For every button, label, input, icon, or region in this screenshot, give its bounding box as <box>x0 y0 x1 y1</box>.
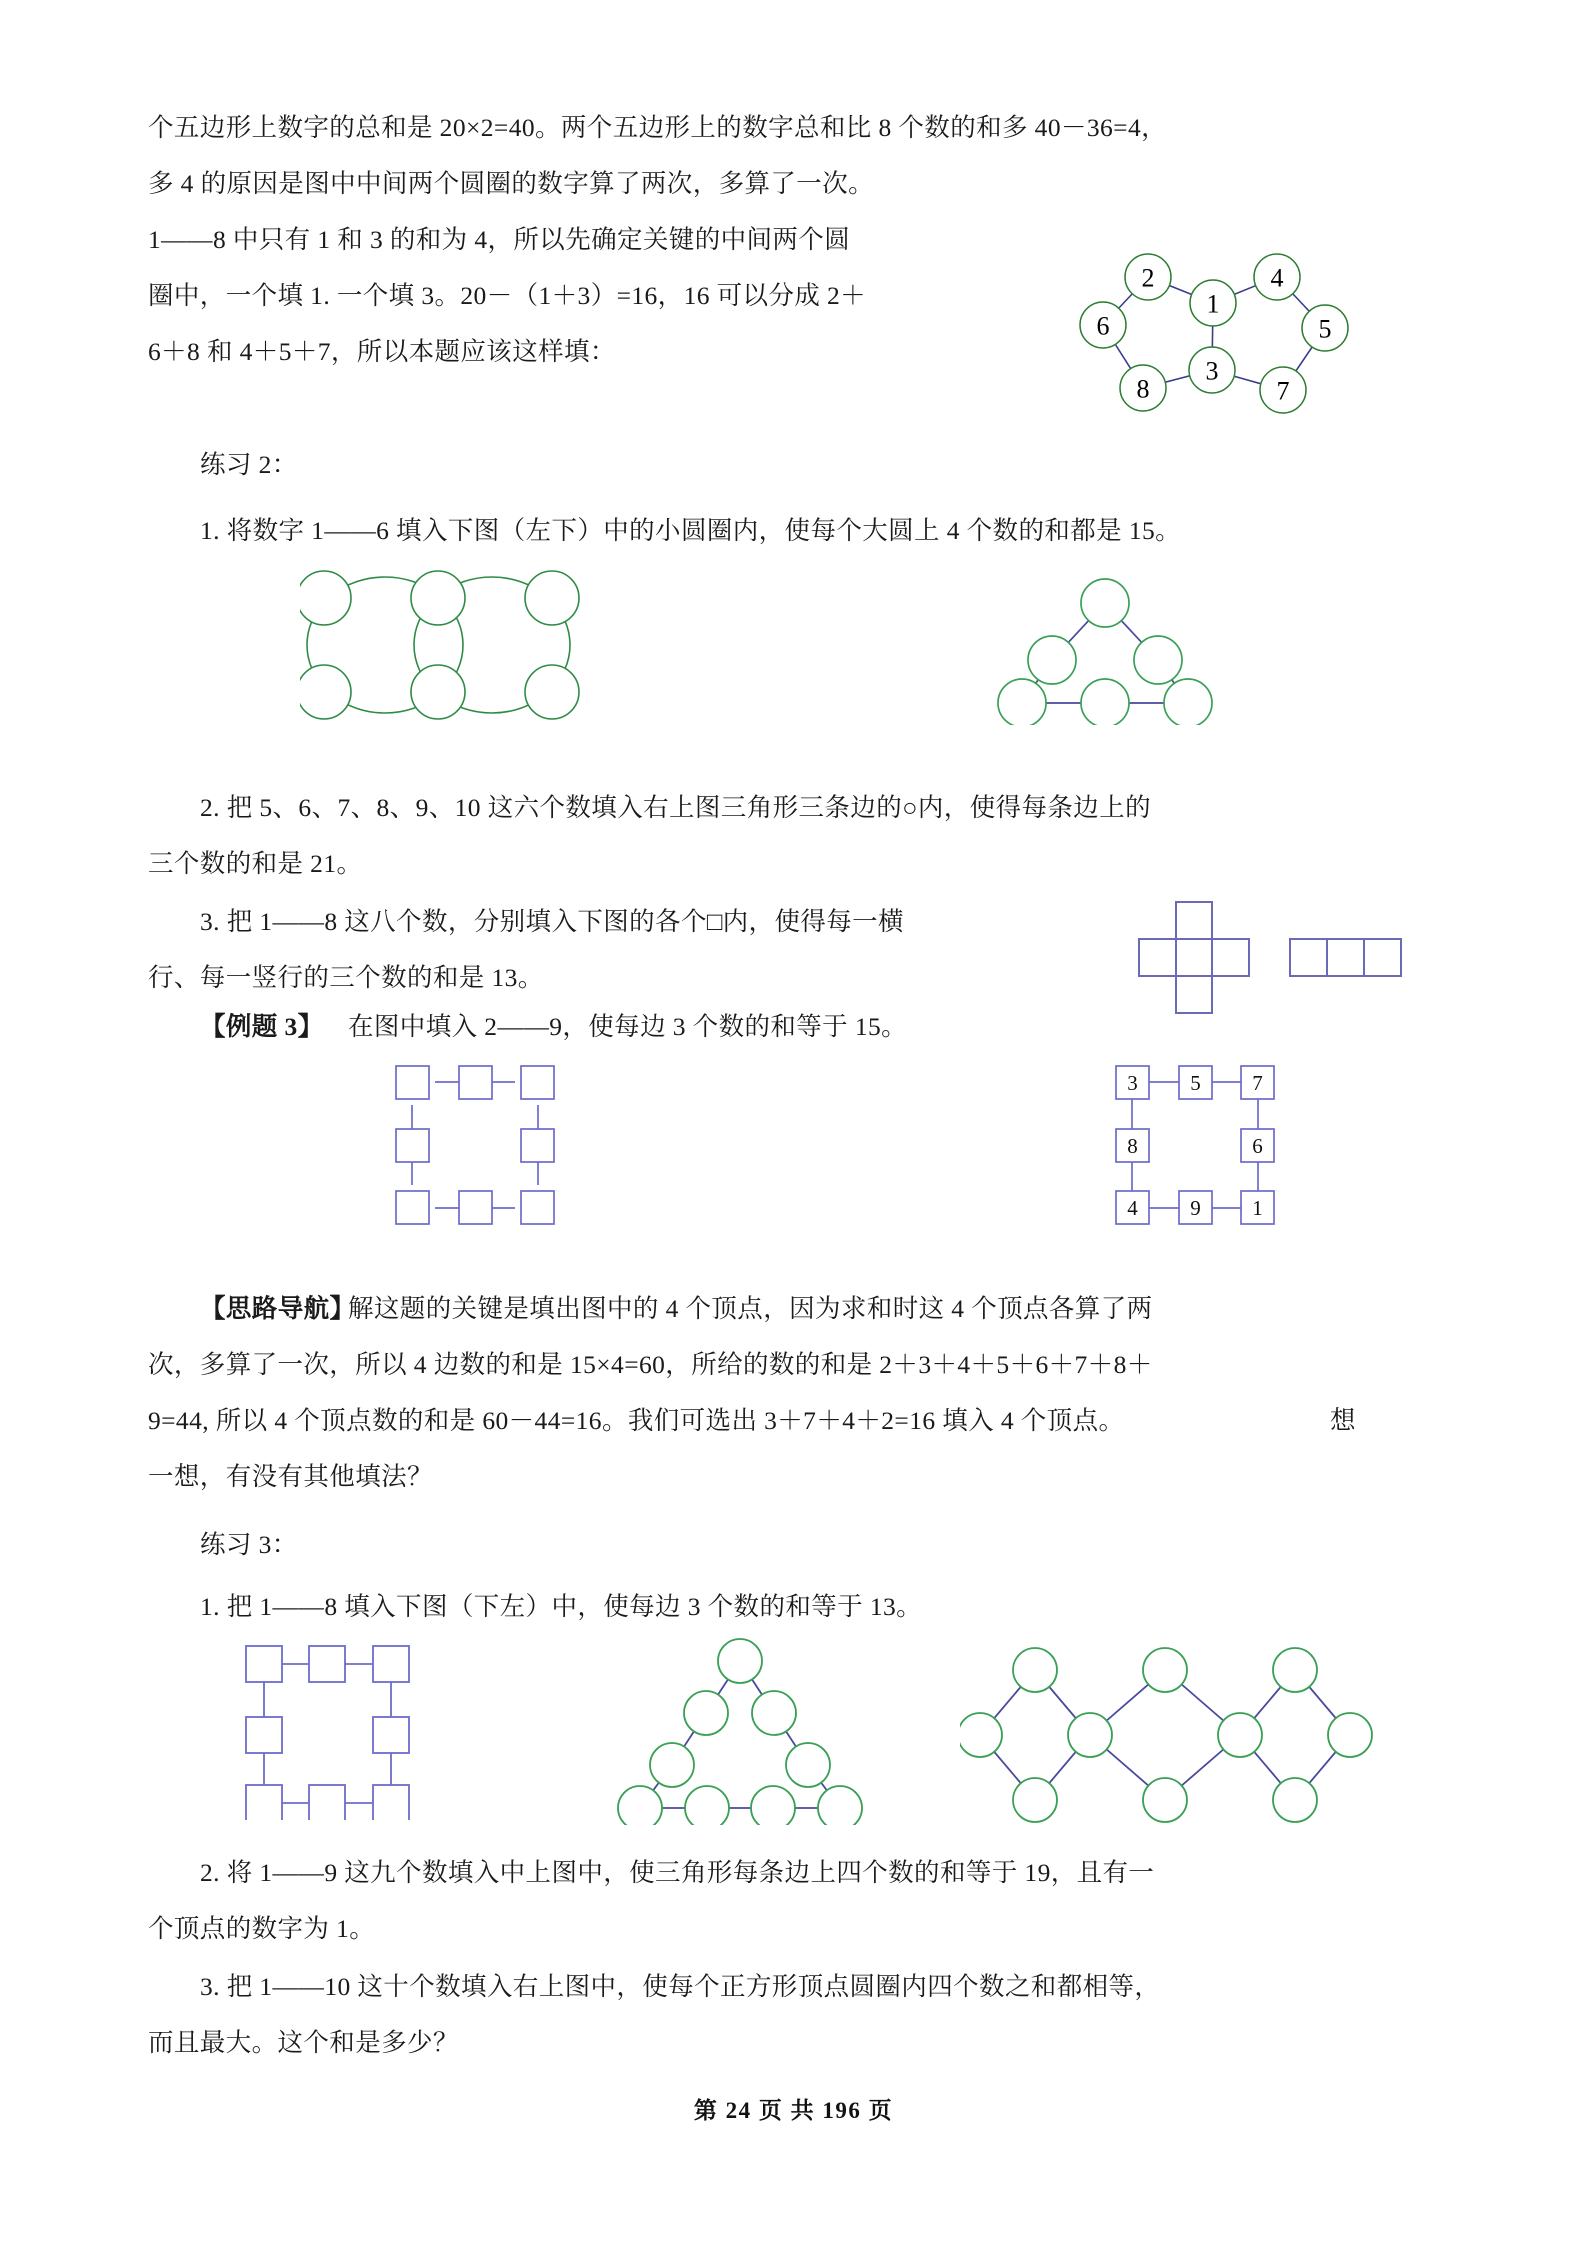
pentagon-node-right: 5 <box>1318 314 1332 344</box>
example-3-text: 在图中填入 2——9，使每边 3 个数的和等于 15。 <box>348 1012 908 1041</box>
figure-diamond-chain <box>960 1645 1380 1825</box>
guide-line-2: 次，多算了一次，所以 4 边数的和是 15×4=60，所给的数的和是 2＋3＋4＋5＋6＋7＋8＋ <box>148 1350 1153 1379</box>
figure-square-ring-filled <box>1110 1060 1280 1230</box>
paragraph-1-line-4: 圈中，一个填 1. 一个填 3。20－（1＋3）=16，16 可以分成 2＋ <box>148 281 867 310</box>
guide-line-3: 9=44, 所以 4 个顶点数的和是 60－44=16。我们可选出 3＋7＋4＋2=16 填入 4 个顶点。 <box>148 1406 1125 1435</box>
exercise-2-question-2-line-2: 三个数的和是 21。 <box>148 849 363 878</box>
square-box-top-center: 5 <box>1190 1071 1201 1095</box>
exercise-3-heading: 练习 3： <box>200 1530 298 1559</box>
square-box-top-left: 3 <box>1127 1071 1138 1095</box>
figure-triangle-six-circles <box>990 565 1220 725</box>
square-box-bottom-right: 1 <box>1252 1196 1263 1220</box>
square-box-middle-right: 6 <box>1252 1134 1263 1158</box>
pentagon-node-top-right: 4 <box>1270 263 1284 293</box>
figure-two-overlapping-circles <box>300 570 630 720</box>
square-box-bottom-left: 4 <box>1127 1196 1138 1220</box>
page-footer: 第 24 页 共 196 页 <box>693 2098 894 2123</box>
exercise-3-question-3-line-2: 而且最大。这个和是多少？ <box>148 2028 459 2057</box>
pentagon-node-left: 6 <box>1096 311 1110 341</box>
exercise-3-question-3-line-1: 3. 把 1——10 这十个数填入右上图中，使每个正方形顶点圆圈内四个数之和都相等， <box>200 1972 1161 2001</box>
guide-line-1: 解这题的关键是填出图中的 4 个顶点，因为求和时这 4 个顶点各算了两 <box>348 1294 1153 1323</box>
paragraph-1-line-5: 6＋8 和 4＋5＋7，所以本题应该这样填： <box>148 337 616 366</box>
exercise-3-question-1: 1. 把 1——8 填入下图（下左）中，使每边 3 个数的和等于 13。 <box>200 1592 923 1621</box>
paragraph-1-line-1: 个五边形上数字的总和是 20×2=40。两个五边形上的数字总和比 8 个数的和多 40－36=4， <box>148 113 1167 142</box>
paragraph-1-line-2: 多 4 的原因是图中中间两个圆圈的数字算了两次，多算了一次。 <box>148 169 875 198</box>
exercise-2-question-3-line-2: 行、每一竖行的三个数的和是 13。 <box>148 963 544 992</box>
exercise-2-question-3-line-1: 3. 把 1——8 这八个数，分别填入下图的各个□内，使得每一横 <box>200 907 904 936</box>
square-box-middle-left: 8 <box>1127 1134 1138 1158</box>
square-box-top-right: 7 <box>1252 1071 1263 1095</box>
exercise-3-question-2-line-1: 2. 将 1——9 这九个数填入中上图中，使三角形每条边上四个数的和等于 19，且有一 <box>200 1858 1155 1887</box>
figure-double-pentagon <box>1055 235 1445 425</box>
paragraph-1-line-3: 1——8 中只有 1 和 3 的和为 4，所以先确定关键的中间两个圆 <box>148 225 851 254</box>
exercise-3-question-2-line-2: 个顶点的数字为 1。 <box>148 1914 376 1943</box>
pentagon-node-center-bottom: 3 <box>1205 356 1219 386</box>
exercise-2-heading: 练习 2： <box>200 450 298 479</box>
pentagon-node-bottom-left: 8 <box>1136 374 1150 404</box>
guide-label: 【思路导航】 <box>200 1294 356 1323</box>
exercise-2-question-2-line-1: 2. 把 5、6、7、8、9、10 这六个数填入右上图三角形三条边的○内，使得每条边上的 <box>200 793 1152 822</box>
pentagon-node-top-left: 2 <box>1141 263 1155 293</box>
pentagon-node-bottom-right: 7 <box>1276 376 1290 406</box>
guide-line-3-tail: 想 <box>1330 1406 1356 1435</box>
pentagon-node-center-top: 1 <box>1206 289 1220 319</box>
guide-line-4: 一想，有没有其他填法？ <box>148 1462 433 1491</box>
figure-square-ring-ex3 <box>240 1640 415 1820</box>
example-3-label: 【例题 3】 <box>200 1012 324 1041</box>
figure-triangle-nine-circles <box>610 1635 870 1825</box>
figure-cross-and-row-grid <box>1130 890 1460 1020</box>
exercise-2-question-1: 1. 将数字 1——6 填入下图（左下）中的小圆圈内，使每个大圆上 4 个数的和都是 15。 <box>200 516 1182 545</box>
square-box-bottom-center: 9 <box>1190 1196 1201 1220</box>
figure-square-ring-empty <box>390 1060 560 1230</box>
